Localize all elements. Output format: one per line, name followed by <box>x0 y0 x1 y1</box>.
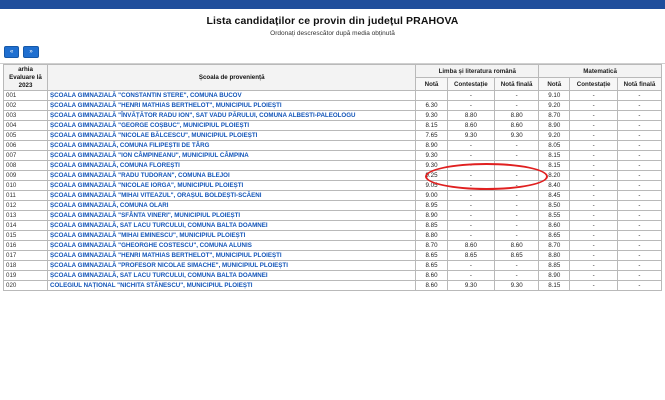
cell-mate-contestatie: - <box>570 241 617 251</box>
cell-mate-nota-finala: - <box>617 181 661 191</box>
table-row <box>4 251 662 261</box>
cell-ro-contestatie: 8.65 <box>447 251 494 261</box>
cell-mate-contestatie: - <box>570 191 617 201</box>
table-row <box>4 131 662 141</box>
cell-ro-nota: 8.80 <box>416 231 447 241</box>
cell-mate-nota: 8.55 <box>539 211 570 221</box>
cell-school[interactable]: ȘCOALA GIMNAZIALĂ "GEORGE COȘBUC", MUNICIPIUL PLOIEȘTI <box>48 121 416 131</box>
cell-school[interactable]: ȘCOALA GIMNAZIALĂ, COMUNA FLOREȘTI <box>48 161 416 171</box>
cell-index: 005 <box>4 131 48 141</box>
cell-ro-nota-finala: 8.60 <box>495 241 539 251</box>
col-header-mate-nota: Notă <box>539 78 570 91</box>
cell-ro-contestatie: - <box>447 231 494 241</box>
page-header <box>0 9 665 37</box>
cell-ro-nota: 9.00 <box>416 191 447 201</box>
cell-ro-contestatie: 8.60 <box>447 241 494 251</box>
cell-ro-nota: 9.30 <box>416 111 447 121</box>
cell-mate-nota-finala: - <box>617 91 661 101</box>
cell-index: 017 <box>4 251 48 261</box>
cell-school[interactable]: ȘCOALA GIMNAZIALĂ, COMUNA OLARI <box>48 201 416 211</box>
cell-mate-contestatie: - <box>570 161 617 171</box>
cell-mate-nota-finala: - <box>617 161 661 171</box>
cell-ro-nota-finala: - <box>495 181 539 191</box>
cell-index: 011 <box>4 191 48 201</box>
cell-school[interactable]: COLEGIUL NAȚIONAL "NICHITA STĂNESCU", MUNICIPIUL PLOIEȘTI <box>48 281 416 291</box>
cell-mate-nota: 9.20 <box>539 101 570 111</box>
table-row <box>4 191 662 201</box>
cell-ro-nota-finala: - <box>495 261 539 271</box>
cell-mate-nota: 8.40 <box>539 181 570 191</box>
col-group-math: Matematică <box>539 65 662 78</box>
cell-index: 018 <box>4 261 48 271</box>
cell-school[interactable]: ȘCOALA GIMNAZIALĂ, SAT LACU TURCULUI, COMUNA BALTA DOAMNEI <box>48 271 416 281</box>
cell-mate-nota-finala: - <box>617 121 661 131</box>
cell-ro-contestatie: - <box>447 201 494 211</box>
cell-school[interactable]: ȘCOALA GIMNAZIALĂ "NICOLAE BĂLCESCU", MUNICIPIUL PLOIEȘTI <box>48 131 416 141</box>
cell-index: 013 <box>4 211 48 221</box>
cell-ro-nota-finala: - <box>495 211 539 221</box>
cell-mate-contestatie: - <box>570 121 617 131</box>
cell-index: 019 <box>4 271 48 281</box>
cell-mate-nota: 8.60 <box>539 221 570 231</box>
cell-ro-nota-finala: - <box>495 161 539 171</box>
cell-ro-nota-finala: - <box>495 271 539 281</box>
cell-mate-contestatie: - <box>570 261 617 271</box>
cell-mate-nota-finala: - <box>617 231 661 241</box>
cell-index: 001 <box>4 91 48 101</box>
cell-mate-nota: 9.20 <box>539 131 570 141</box>
cell-mate-nota: 8.70 <box>539 111 570 121</box>
top-accent-bar <box>0 0 665 9</box>
cell-index: 006 <box>4 141 48 151</box>
col-group-romanian: Limba și literatura română <box>416 65 539 78</box>
cell-ro-nota-finala: - <box>495 221 539 231</box>
cell-ro-nota: 8.60 <box>416 281 447 291</box>
cell-ro-nota-finala: 9.30 <box>495 281 539 291</box>
cell-mate-nota: 8.50 <box>539 201 570 211</box>
cell-mate-nota: 8.90 <box>539 271 570 281</box>
cell-index: 002 <box>4 101 48 111</box>
cell-mate-nota-finala: - <box>617 141 661 151</box>
cell-mate-contestatie: - <box>570 271 617 281</box>
table-row <box>4 261 662 271</box>
cell-school[interactable]: ȘCOALA GIMNAZIALĂ "CONSTANTIN STERE", COMUNA BUCOV <box>48 91 416 101</box>
table-row <box>4 211 662 221</box>
cell-ro-contestatie: - <box>447 181 494 191</box>
table-head <box>4 65 662 91</box>
cell-ro-nota: 6.30 <box>416 101 447 111</box>
cell-ro-nota-finala: - <box>495 171 539 181</box>
table-row <box>4 141 662 151</box>
cell-ro-nota: 9.30 <box>416 161 447 171</box>
cell-mate-nota-finala: - <box>617 281 661 291</box>
cell-mate-nota-finala: - <box>617 191 661 201</box>
cell-mate-nota-finala: - <box>617 201 661 211</box>
cell-mate-contestatie: - <box>570 181 617 191</box>
cell-mate-contestatie: - <box>570 211 617 221</box>
cell-mate-nota: 8.80 <box>539 251 570 261</box>
cell-school[interactable]: ȘCOALA GIMNAZIALĂ "HENRI MATHIAS BERTHELOT", MUNICIPIUL PLOIEȘTI <box>48 251 416 261</box>
cell-mate-nota-finala: - <box>617 211 661 221</box>
cell-ro-contestatie: - <box>447 101 494 111</box>
cell-mate-nota: 8.70 <box>539 241 570 251</box>
cell-mate-contestatie: - <box>570 201 617 211</box>
cell-school[interactable]: ȘCOALA GIMNAZIALĂ, SAT LACU TURCULUI, COMUNA BALTA DOAMNEI <box>48 221 416 231</box>
table-row <box>4 121 662 131</box>
cell-mate-contestatie: - <box>570 91 617 101</box>
cell-mate-nota-finala: - <box>617 101 661 111</box>
cell-mate-contestatie: - <box>570 151 617 161</box>
cell-mate-nota-finala: - <box>617 151 661 161</box>
col-header-mate-contestatie: Contestație <box>570 78 617 91</box>
table-row <box>4 161 662 171</box>
cell-mate-nota-finala: - <box>617 261 661 271</box>
cell-index: 010 <box>4 181 48 191</box>
table-row <box>4 271 662 281</box>
cell-mate-nota: 8.85 <box>539 261 570 271</box>
cell-ro-nota: 9.25 <box>416 171 447 181</box>
next-page-button[interactable]: » <box>23 46 38 58</box>
candidates-table <box>3 64 662 291</box>
cell-ro-nota <box>416 91 447 101</box>
cell-ro-nota-finala: - <box>495 91 539 101</box>
cell-school[interactable]: ȘCOALA GIMNAZIALĂ "HENRI MATHIAS BERTHELOT", MUNICIPIUL PLOIEȘTI <box>48 101 416 111</box>
cell-ro-contestatie: - <box>447 151 494 161</box>
cell-school[interactable]: ȘCOALA GIMNAZIALĂ "RADU TUDORAN", COMUNA BLEJOI <box>48 171 416 181</box>
cell-ro-nota-finala: - <box>495 191 539 201</box>
cell-ro-nota: 9.30 <box>416 151 447 161</box>
cell-mate-nota-finala: - <box>617 241 661 251</box>
cell-mate-nota: 8.15 <box>539 151 570 161</box>
col-header-school: Școala de proveniență <box>48 65 416 91</box>
cell-mate-nota: 8.15 <box>539 281 570 291</box>
cell-ro-contestatie: - <box>447 161 494 171</box>
cell-ro-contestatie: - <box>447 191 494 201</box>
cell-ro-contestatie: - <box>447 171 494 181</box>
cell-school[interactable]: ȘCOALA GIMNAZIALĂ "PROFESOR NICOLAE SIMACHE", MUNICIPIUL PLOIEȘTI <box>48 261 416 271</box>
cell-ro-nota-finala: 8.65 <box>495 251 539 261</box>
cell-ro-nota-finala: 8.60 <box>495 121 539 131</box>
cell-ro-contestatie: - <box>447 141 494 151</box>
cell-ro-contestatie: - <box>447 261 494 271</box>
page-subtitle: Ordonați descrescător după media obținută <box>270 30 395 37</box>
cell-index: 004 <box>4 121 48 131</box>
cell-ro-nota: 8.85 <box>416 221 447 231</box>
cell-index: 003 <box>4 111 48 121</box>
cell-mate-nota-finala: - <box>617 251 661 261</box>
cell-ro-nota-finala: 8.80 <box>495 111 539 121</box>
cell-school[interactable]: ȘCOALA GIMNAZIALĂ "MIHAI VITEAZUL", ORAȘUL BOLDEȘTI-SCĂENI <box>48 191 416 201</box>
cell-ro-nota: 8.70 <box>416 241 447 251</box>
cell-index: 016 <box>4 241 48 251</box>
pagination-toolbar <box>0 46 665 58</box>
table-row <box>4 91 662 101</box>
cell-school[interactable]: ȘCOALA GIMNAZIALĂ "NICOLAE IORGA", MUNICIPIUL PLOIEȘTI <box>48 181 416 191</box>
cell-mate-nota-finala: - <box>617 111 661 121</box>
cell-ro-contestatie: 9.30 <box>447 131 494 141</box>
col-header-mate-nota-finala: Notă finală <box>617 78 661 91</box>
cell-mate-nota: 8.20 <box>539 171 570 181</box>
cell-ro-nota-finala: 9.30 <box>495 131 539 141</box>
cell-mate-contestatie: - <box>570 221 617 231</box>
cell-mate-nota: 9.10 <box>539 91 570 101</box>
cell-mate-contestatie: - <box>570 231 617 241</box>
col-header-ro-nota: Notă <box>416 78 447 91</box>
cell-mate-contestatie: - <box>570 141 617 151</box>
table-row <box>4 281 662 291</box>
cell-mate-nota-finala: - <box>617 171 661 181</box>
cell-mate-nota: 8.15 <box>539 161 570 171</box>
cell-ro-nota: 9.05 <box>416 181 447 191</box>
table-row <box>4 201 662 211</box>
cell-ro-nota: 8.65 <box>416 251 447 261</box>
cell-school[interactable]: ȘCOALA GIMNAZIALĂ "GHEORGHE COSTESCU", COMUNA ALUNIS <box>48 241 416 251</box>
table-body <box>4 91 662 291</box>
cell-index: 015 <box>4 231 48 241</box>
cell-ro-nota-finala: - <box>495 151 539 161</box>
table-row <box>4 171 662 181</box>
cell-mate-nota: 8.90 <box>539 121 570 131</box>
cell-school[interactable]: ȘCOALA GIMNAZIALĂ "SFÂNTA VINERI", MUNICIPIUL PLOIEȘTI <box>48 211 416 221</box>
cell-ro-nota: 8.95 <box>416 201 447 211</box>
page-title: Lista candidaților ce provin din județul PRAHOVA <box>206 15 459 27</box>
cell-mate-contestatie: - <box>570 251 617 261</box>
cell-index: 009 <box>4 171 48 181</box>
cell-ro-nota: 7.65 <box>416 131 447 141</box>
cell-ro-nota: 8.15 <box>416 121 447 131</box>
col-header-ro-nota-finala: Notă finală <box>495 78 539 91</box>
cell-school[interactable]: ȘCOALA GIMNAZIALĂ "ÎNVĂȚĂTOR RADU ION", SAT VADU PĂRULUI, COMUNA ALBESTI-PALEOLOGU <box>48 111 416 121</box>
cell-ro-nota: 8.90 <box>416 141 447 151</box>
cell-school[interactable]: ȘCOALA GIMNAZIALĂ, COMUNA FILIPEȘTII DE TÂRG <box>48 141 416 151</box>
cell-ro-nota-finala: - <box>495 201 539 211</box>
cell-ro-contestatie: 9.30 <box>447 281 494 291</box>
table-row <box>4 231 662 241</box>
cell-mate-nota-finala: - <box>617 221 661 231</box>
cell-index: 014 <box>4 221 48 231</box>
table-row <box>4 151 662 161</box>
cell-index: 012 <box>4 201 48 211</box>
cell-mate-contestatie: - <box>570 131 617 141</box>
table-row <box>4 101 662 111</box>
cell-ro-nota-finala: - <box>495 141 539 151</box>
cell-ro-nota-finala: - <box>495 231 539 241</box>
prev-page-button[interactable]: « <box>4 46 19 58</box>
cell-ro-contestatie: - <box>447 211 494 221</box>
table-row <box>4 181 662 191</box>
cell-ro-contestatie: - <box>447 221 494 231</box>
cell-mate-nota: 8.05 <box>539 141 570 151</box>
cell-mate-nota: 8.65 <box>539 231 570 241</box>
cell-mate-nota-finala: - <box>617 271 661 281</box>
cell-ro-contestatie: - <box>447 91 494 101</box>
table-row <box>4 221 662 231</box>
cell-ro-nota-finala: - <box>495 101 539 111</box>
cell-ro-contestatie: 8.60 <box>447 121 494 131</box>
table-row <box>4 111 662 121</box>
table-row <box>4 241 662 251</box>
col-header-ro-contestatie: Contestație <box>447 78 494 91</box>
cell-ro-contestatie: - <box>447 271 494 281</box>
cell-index: 020 <box>4 281 48 291</box>
cell-mate-contestatie: - <box>570 171 617 181</box>
cell-school[interactable]: ȘCOALA GIMNAZIALĂ "MIHAI EMINESCU", MUNICIPIUL PLOIEȘTI <box>48 231 416 241</box>
cell-mate-contestatie: - <box>570 111 617 121</box>
cell-mate-contestatie: - <box>570 281 617 291</box>
cell-mate-nota-finala: - <box>617 131 661 141</box>
cell-index: 007 <box>4 151 48 161</box>
cell-school[interactable]: ȘCOALA GIMNAZIALĂ "ION CÂMPINEANU", MUNICIPIUL CÂMPINA <box>48 151 416 161</box>
cell-mate-contestatie: - <box>570 101 617 111</box>
col-header-index: arhia Evaluare lă 2023 <box>4 65 48 91</box>
cell-ro-nota: 8.65 <box>416 261 447 271</box>
cell-ro-contestatie: 8.80 <box>447 111 494 121</box>
cell-mate-nota: 8.45 <box>539 191 570 201</box>
cell-ro-nota: 8.60 <box>416 271 447 281</box>
cell-index: 008 <box>4 161 48 171</box>
cell-ro-nota: 8.90 <box>416 211 447 221</box>
